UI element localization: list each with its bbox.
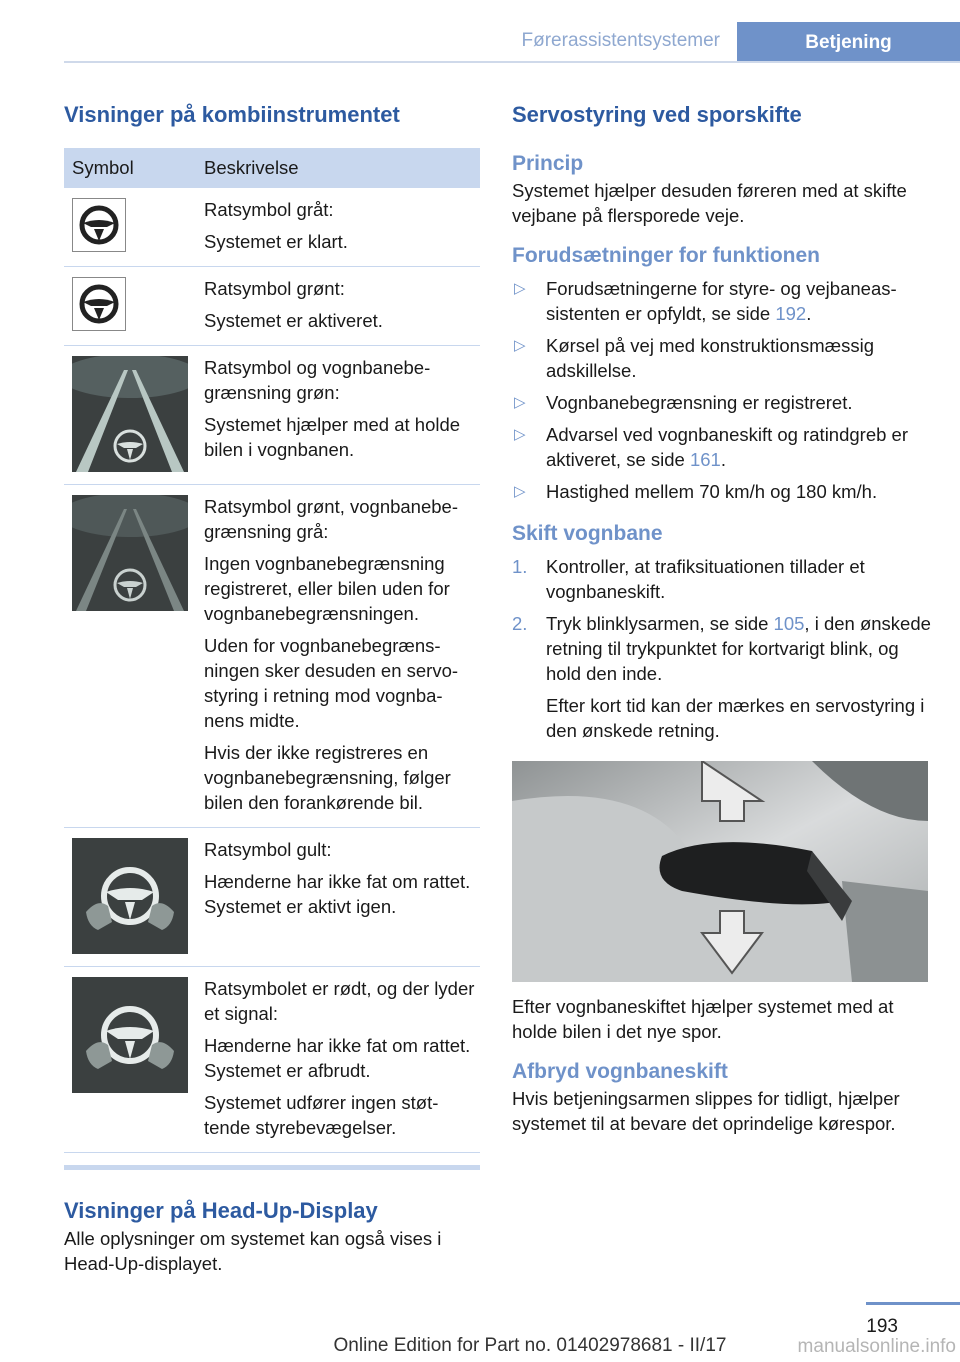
right-column [512,100,932,1136]
table-row [64,346,480,485]
table-row [64,188,480,267]
footer-edition: Online Edition for Part no. 01402978681 - II/17 [333,1335,727,1356]
principle-heading: Princip [512,152,584,175]
row-line: Systemet udfører ingen støttende styrebevægelser. [204,1092,439,1138]
row-line: Systemet er aktiveret. [204,310,383,331]
symbol-table [64,148,480,1153]
row-line: Ratsymbol grønt, vognbanebegrænsning grå: [204,496,459,542]
step-text-cont: , i den ønskede retning til trykpunktet for kortvarigt blink, og hold den inde. [546,613,931,684]
list-item [512,276,932,326]
row-line: Uden for vognbanebegrænsningen sker desuden en servostyring i retning mod vognbanens midte. [204,635,459,731]
after-photo-text: Efter vognbaneskiftet hjælper systemet med at holde bilen i det nye spor. [512,996,894,1042]
list-item-suffix: . [720,449,726,470]
list-item-text: Forudsætningerne for styre- og vejbaneassistenten er opfyldt, se side [546,278,897,324]
table-row [64,267,480,346]
step-number: 1. [512,556,528,577]
hands-off-red-display [72,977,188,1093]
hud-text: Alle oplysninger om systemet kan også vises i Head-Up-displayet. [64,1228,442,1274]
triangle-bullet-icon: ▷ [514,394,526,411]
row-line: Ratsymbol gråt: [204,199,334,220]
list-item [512,611,932,743]
list-item [512,554,932,604]
row-line: Ratsymbol gult: [204,839,332,860]
table-row [64,485,480,828]
footer-rule [866,1302,960,1305]
left-heading: Visninger på kombiinstrumentet [64,102,400,127]
turn-signal-lever-photo [512,761,928,982]
row-line: Ingen vognbanebegrænsning registreret, eller bilen uden for vognbanebegrænsningen. [204,553,450,624]
change-lane-heading: Skift vognbane [512,522,663,545]
list-item-text: Hastighed mellem 70 km/h og 180 km/h. [546,481,878,502]
list-item [512,479,932,504]
abort-heading: Afbryd vognbaneskift [512,1060,728,1083]
page-number: 193 [866,1316,898,1337]
section-divider [64,1165,480,1170]
row-line: Hvis der ikke registreres en vognbanebegrænsning, følger bilen den forankørende bil. [204,742,451,813]
list-item [512,422,932,472]
triangle-bullet-icon: ▷ [514,280,526,297]
header-tab-betjening[interactable]: Betjening [737,22,960,63]
list-item-text: Advarsel ved vognbaneskift og ratindgreb er aktiveret, se side [546,424,908,470]
table-row [64,967,480,1153]
page-link-105[interactable]: 105 [773,613,805,634]
principle-text: Systemet hjælper desuden føreren med at skifte vejbane på flersporede veje. [512,180,907,226]
row-line: Systemet hjælper med at holde bilen i vognbanen. [204,414,461,460]
step-text: Kontroller, at trafiksituationen tillader et vognbaneskift. [546,556,865,602]
triangle-bullet-icon: ▷ [514,337,526,354]
row-line: Ratsymbolet er rødt, og der lyder et signal: [204,978,475,1024]
col-symbol-header: Symbol [64,148,196,188]
list-item-suffix: . [806,303,812,324]
header-divider [64,61,960,63]
header-section-title: Førerassistentsystemer [521,30,720,51]
hands-off-yellow-display [72,838,188,954]
list-item-text: Vognbanebegrænsning er registreret. [546,392,853,413]
triangle-bullet-icon: ▷ [514,483,526,500]
col-desc-header: Beskrivelse [196,148,480,188]
steering-wheel-green-icon [72,277,126,331]
right-heading: Servostyring ved sporskifte [512,102,802,127]
steps-list [512,554,932,743]
row-line: Hænderne har ikke fat om rattet. Systemet er aktivt igen. [204,871,471,917]
steering-wheel-gray-icon [72,198,126,252]
step-text: Tryk blinklysarmen, se side [546,613,774,634]
page-link-192[interactable]: 192 [775,303,807,324]
abort-text: Hvis betjeningsarmen slippes for tidligt, hjælper systemet til at bevare det oprindelige kørespor. [512,1088,900,1134]
left-column [64,100,480,1276]
row-line: Systemet er klart. [204,231,348,252]
lane-limit-gray-display [72,495,188,611]
requirements-heading: Forudsætninger for funktionen [512,244,820,267]
step-number: 2. [512,613,528,634]
list-item-text: Kørsel på vej med konstruktionsmæssig adskillelse. [546,335,874,381]
hud-heading: Visninger på Head-Up-Display [64,1198,378,1223]
watermark-text: manualsonline.info [797,1336,956,1357]
row-line: Ratsymbol og vognbanebegrænsning grøn: [204,357,431,403]
requirements-list [512,276,932,504]
row-line: Hænderne har ikke fat om rattet. Systemet er afbrudt. [204,1035,471,1081]
table-row [64,828,480,967]
lane-limit-green-display [72,356,188,472]
list-item [512,390,932,415]
page-link-161[interactable]: 161 [689,449,721,470]
list-item [512,333,932,383]
row-line: Ratsymbol grønt: [204,278,345,299]
triangle-bullet-icon: ▷ [514,426,526,443]
step-subtext: Efter kort tid kan der mærkes en servostyring i den ønskede retning. [546,695,925,741]
